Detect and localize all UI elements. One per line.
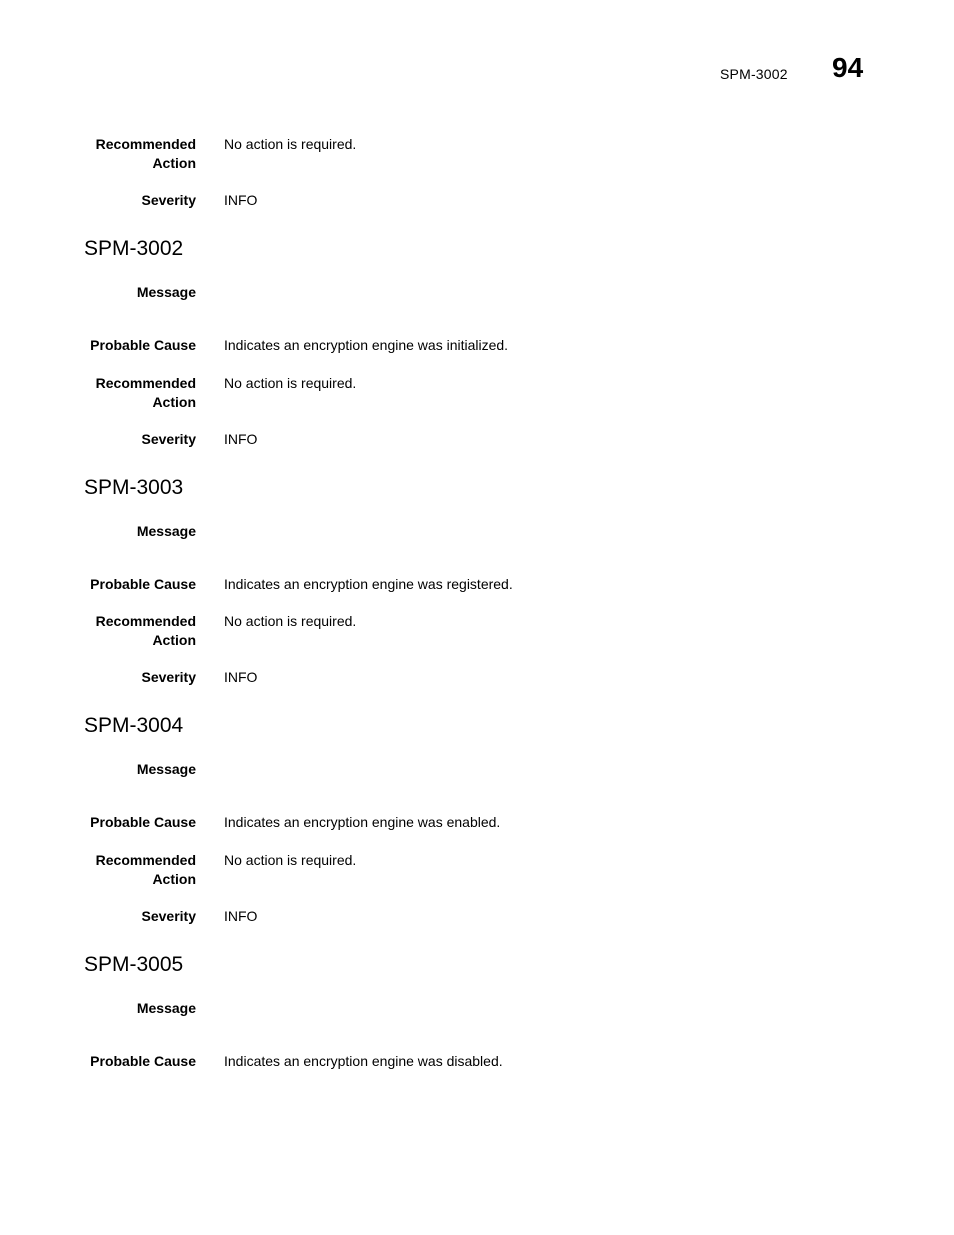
probable-cause-label: Probable Cause — [90, 1053, 196, 1069]
severity-value: INFO — [224, 669, 258, 685]
probable-cause-value: Indicates an encryption engine was disabled. — [224, 1053, 503, 1069]
recommended-action-label: Recommended Action — [95, 613, 196, 648]
severity-label: Severity — [141, 908, 196, 924]
recommended-action-value: No action is required. — [224, 852, 357, 868]
severity-value: INFO — [224, 192, 258, 208]
recommended-action-value: No action is required. — [224, 613, 357, 629]
section-title: SPM-3003 — [84, 476, 184, 499]
severity-value: INFO — [224, 431, 258, 447]
message-label: Message — [136, 761, 196, 777]
section-title: SPM-3004 — [84, 714, 184, 737]
severity-label: Severity — [141, 192, 196, 208]
section-title: SPM-3005 — [84, 953, 184, 976]
message-label: Message — [136, 1000, 196, 1016]
recommended-action-label: Recommended Action — [95, 375, 196, 410]
probable-cause-label: Probable Cause — [90, 814, 196, 830]
severity-label: Severity — [141, 431, 196, 447]
probable-cause-value: Indicates an encryption engine was enabled. — [224, 814, 501, 830]
recommended-action-label: Recommended Action — [95, 852, 196, 887]
section-title: SPM-3002 — [84, 237, 184, 260]
severity-label: Severity — [141, 669, 196, 685]
message-label: Message — [136, 284, 196, 300]
running-head: SPM-3002 — [720, 66, 788, 82]
recommended-action-value: No action is required. — [224, 375, 357, 391]
probable-cause-label: Probable Cause — [90, 337, 196, 353]
probable-cause-label: Probable Cause — [90, 576, 196, 592]
severity-value: INFO — [224, 908, 258, 924]
recommended-action-value: No action is required. — [224, 136, 357, 152]
page-header — [0, 52, 954, 92]
probable-cause-value: Indicates an encryption engine was registered. — [224, 576, 513, 592]
message-label: Message — [136, 523, 196, 539]
chapter-number: 94 — [832, 52, 864, 83]
recommended-action-label: Recommended Action — [95, 136, 196, 171]
probable-cause-value: Indicates an encryption engine was initialized. — [224, 337, 509, 353]
